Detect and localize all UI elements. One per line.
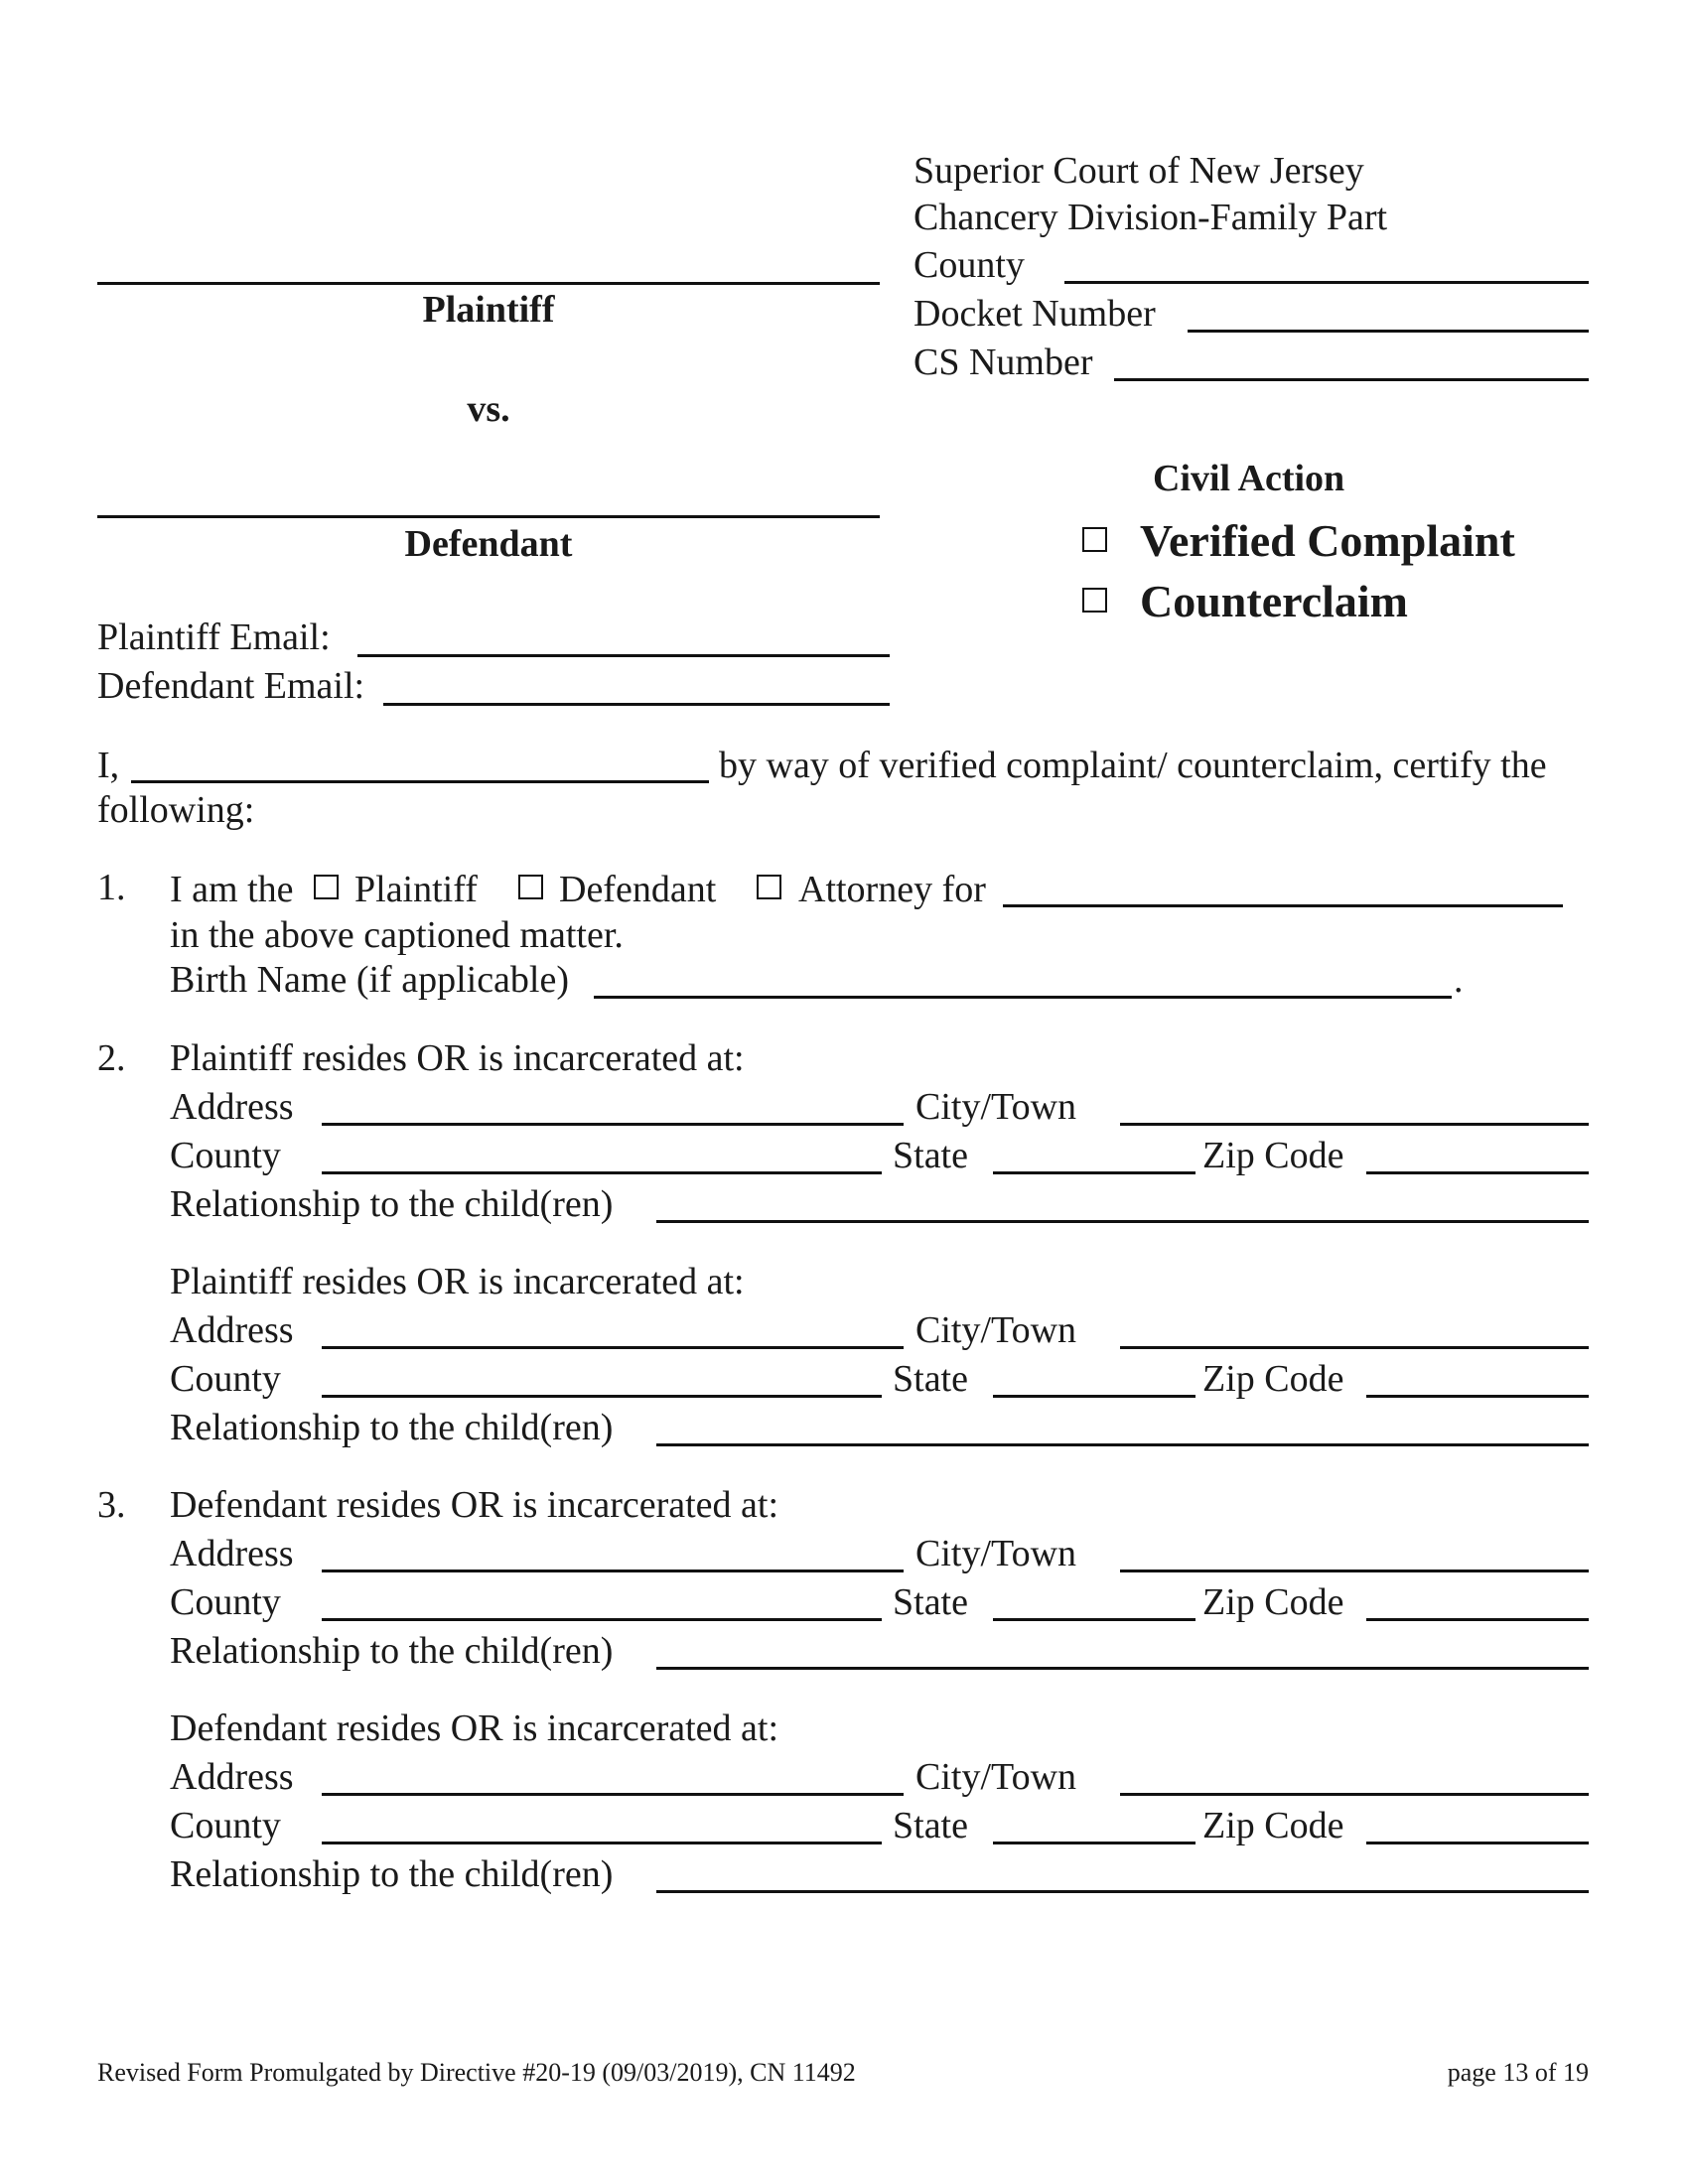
- captioned-matter-text: in the above captioned matter.: [170, 914, 624, 956]
- county-field[interactable]: [1064, 281, 1589, 284]
- item-1-number: 1.: [97, 867, 126, 908]
- residence-heading: Defendant resides OR is incarcerated at:: [170, 1484, 779, 1526]
- footer-form-revision: Revised Form Promulgated by Directive #20-19 (09/03/2019), CN 11492: [97, 2058, 856, 2087]
- court-division: Chancery Division-Family Part: [914, 197, 1388, 238]
- attorney-for-field[interactable]: [1003, 904, 1563, 907]
- section-2-number: 2.: [97, 1037, 126, 1079]
- county-label: County: [170, 1135, 281, 1176]
- plaintiff-name-field[interactable]: [97, 282, 880, 285]
- address-label: Address: [170, 1756, 294, 1798]
- residence-heading: Plaintiff resides OR is incarcerated at:: [170, 1037, 745, 1079]
- county-label: County: [914, 244, 1025, 286]
- state-field[interactable]: [993, 1395, 1196, 1398]
- state-field[interactable]: [993, 1618, 1196, 1621]
- certifier-name-field[interactable]: [131, 780, 709, 783]
- residence-heading: Plaintiff resides OR is incarcerated at:: [170, 1261, 745, 1302]
- role-defendant-label: Defendant: [559, 869, 717, 910]
- state-label: State: [893, 1805, 968, 1846]
- state-field[interactable]: [993, 1171, 1196, 1174]
- versus-label: vs.: [467, 388, 510, 430]
- zip-code-field[interactable]: [1366, 1618, 1589, 1621]
- zip-code-label: Zip Code: [1202, 1358, 1344, 1400]
- zip-code-label: Zip Code: [1202, 1581, 1344, 1623]
- verified-complaint-checkbox[interactable]: [1082, 527, 1107, 552]
- address-field[interactable]: [322, 1123, 904, 1126]
- zip-code-field[interactable]: [1366, 1395, 1589, 1398]
- city-town-label: City/Town: [915, 1309, 1077, 1351]
- relationship-field[interactable]: [656, 1220, 1589, 1223]
- city-town-field[interactable]: [1120, 1570, 1589, 1572]
- county-label: County: [170, 1581, 281, 1623]
- role-plaintiff-label: Plaintiff: [354, 869, 478, 910]
- cs-number-label: CS Number: [914, 341, 1093, 383]
- section-3-number: 3.: [97, 1484, 126, 1526]
- intro-i-label: I,: [97, 745, 120, 786]
- i-am-the-label: I am the: [170, 869, 294, 910]
- address-label: Address: [170, 1533, 294, 1574]
- footer-page-number: page 13 of 19: [1447, 2058, 1589, 2087]
- state-label: State: [893, 1135, 968, 1176]
- address-field[interactable]: [322, 1346, 904, 1349]
- docket-number-field[interactable]: [1188, 330, 1589, 333]
- plaintiff-caption-label: Plaintiff: [422, 289, 555, 331]
- county-field[interactable]: [322, 1171, 882, 1174]
- address-label: Address: [170, 1086, 294, 1128]
- defendant-email-field[interactable]: [383, 703, 890, 706]
- birth-name-field[interactable]: [594, 996, 1452, 999]
- defendant-email-label: Defendant Email:: [97, 665, 365, 707]
- relationship-field[interactable]: [656, 1890, 1589, 1893]
- intro-text-continued: following:: [97, 789, 255, 831]
- zip-code-field[interactable]: [1366, 1842, 1589, 1844]
- counterclaim-label: Counterclaim: [1140, 576, 1409, 626]
- role-plaintiff-checkbox[interactable]: [314, 875, 339, 899]
- city-town-field[interactable]: [1120, 1123, 1589, 1126]
- role-defendant-checkbox[interactable]: [518, 875, 543, 899]
- plaintiff-email-field[interactable]: [357, 654, 890, 657]
- defendant-name-field[interactable]: [97, 515, 880, 518]
- state-field[interactable]: [993, 1842, 1196, 1844]
- county-label: County: [170, 1805, 281, 1846]
- relationship-label: Relationship to the child(ren): [170, 1853, 614, 1895]
- relationship-field[interactable]: [656, 1667, 1589, 1670]
- relationship-label: Relationship to the child(ren): [170, 1183, 614, 1225]
- county-label: County: [170, 1358, 281, 1400]
- address-label: Address: [170, 1309, 294, 1351]
- address-field[interactable]: [322, 1570, 904, 1572]
- city-town-field[interactable]: [1120, 1793, 1589, 1796]
- county-field[interactable]: [322, 1395, 882, 1398]
- civil-action-title: Civil Action: [1153, 458, 1345, 499]
- relationship-label: Relationship to the child(ren): [170, 1630, 614, 1672]
- birth-name-label: Birth Name (if applicable): [170, 959, 570, 1001]
- verified-complaint-label: Verified Complaint: [1140, 515, 1515, 566]
- city-town-label: City/Town: [915, 1086, 1077, 1128]
- intro-text: by way of verified complaint/ counterclaim, certify the: [719, 745, 1547, 786]
- state-label: State: [893, 1358, 968, 1400]
- zip-code-label: Zip Code: [1202, 1135, 1344, 1176]
- counterclaim-checkbox[interactable]: [1082, 588, 1107, 613]
- role-attorney-label: Attorney for: [798, 869, 986, 910]
- birth-name-period: .: [1454, 959, 1464, 1001]
- relationship-field[interactable]: [656, 1443, 1589, 1446]
- county-field[interactable]: [322, 1842, 882, 1844]
- city-town-label: City/Town: [915, 1756, 1077, 1798]
- zip-code-field[interactable]: [1366, 1171, 1589, 1174]
- county-field[interactable]: [322, 1618, 882, 1621]
- residence-heading: Defendant resides OR is incarcerated at:: [170, 1707, 779, 1749]
- state-label: State: [893, 1581, 968, 1623]
- defendant-caption-label: Defendant: [404, 523, 573, 565]
- court-name: Superior Court of New Jersey: [914, 150, 1364, 192]
- plaintiff-email-label: Plaintiff Email:: [97, 616, 331, 658]
- cs-number-field[interactable]: [1114, 378, 1589, 381]
- role-attorney-checkbox[interactable]: [757, 875, 781, 899]
- city-town-field[interactable]: [1120, 1346, 1589, 1349]
- docket-number-label: Docket Number: [914, 293, 1156, 335]
- relationship-label: Relationship to the child(ren): [170, 1407, 614, 1448]
- zip-code-label: Zip Code: [1202, 1805, 1344, 1846]
- city-town-label: City/Town: [915, 1533, 1077, 1574]
- address-field[interactable]: [322, 1793, 904, 1796]
